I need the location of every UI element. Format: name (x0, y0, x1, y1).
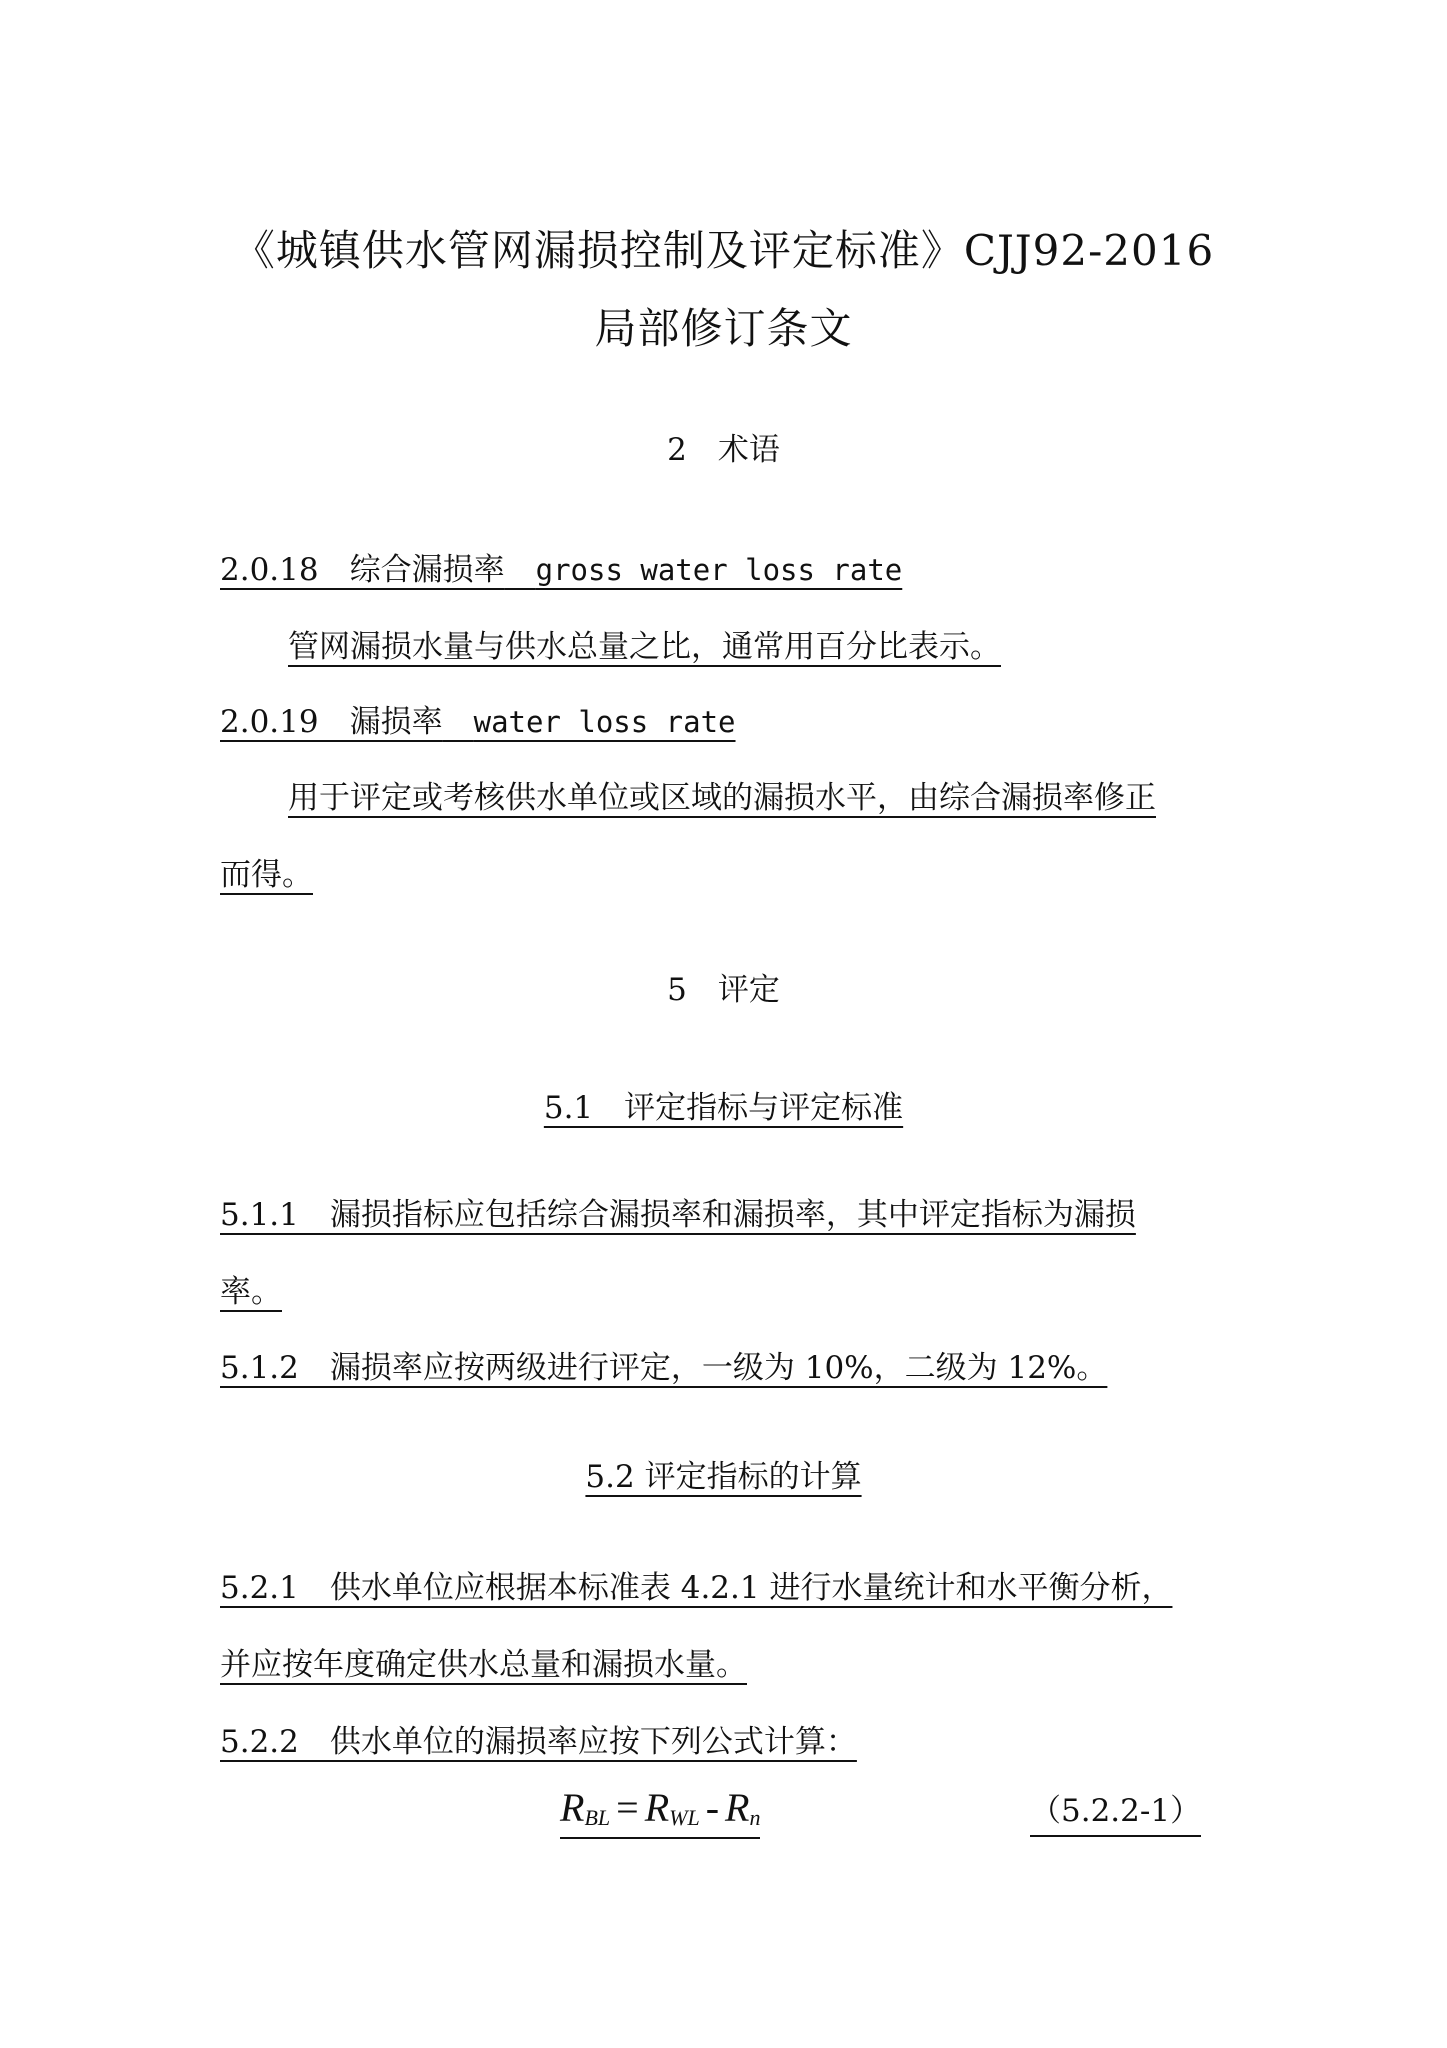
formula-equals: = (616, 1785, 639, 1830)
term-2019-definition-line1: 用于评定或考核供水单位或区域的漏损水平，由综合漏损率修正 (288, 780, 1156, 816)
formula-term2-subscript: n (749, 1805, 761, 1830)
formula-5-2-2-1 (560, 1785, 761, 1839)
formula-number: （5.2.2-1） (1030, 1796, 1201, 1837)
formula-term1: R (644, 1785, 670, 1830)
clause-5-1-1-line1: 5.1.1 漏损指标应包括综合漏损率和漏损率，其中评定指标为漏损 (220, 1197, 1136, 1233)
term-2019-definition-line2: 而得。 (220, 857, 313, 893)
clause-5-2-1-line1: 5.2.1 供水单位应根据本标准表 4.2.1 进行水量统计和水平衡分析， (220, 1570, 1173, 1606)
term-2019-english: water loss rate (473, 705, 736, 739)
subsection-heading-5-1-text: 5.1 评定指标与评定标准 (543, 1090, 904, 1126)
formula-term2: R (725, 1785, 750, 1830)
formula-lhs-subscript: BL (584, 1805, 611, 1830)
section-heading-terms: 2 术语 (667, 432, 780, 468)
subsection-heading-5-2 (0, 1459, 1447, 1495)
clause-5-2-1-line2: 并应按年度确定供水总量和漏损水量。 (220, 1647, 747, 1683)
formula-term1-subscript: WL (669, 1805, 700, 1830)
clause-5-2-2: 5.2.2 供水单位的漏损率应按下列公式计算： (220, 1724, 857, 1760)
term-2019-heading (220, 704, 736, 740)
document-title-line2: 局部修订条文 (594, 304, 853, 353)
clause-5-1-2: 5.1.2 漏损率应按两级进行评定，一级为 10%，二级为 12%。 (220, 1350, 1108, 1386)
clause-5-1-1-line2: 率。 (220, 1274, 282, 1310)
term-2018-heading (220, 552, 903, 588)
term-2019-label: 2.0.19 漏损率 (220, 704, 443, 740)
subsection-heading-5-2-text: 5.2 评定指标的计算 (585, 1459, 862, 1495)
formula-minus: - (705, 1785, 720, 1830)
formula-lhs: R (560, 1785, 585, 1830)
term-2018-label: 2.0.18 综合漏损率 (220, 552, 505, 588)
document-title-line1: 《城镇供水管网漏损控制及评定标准》CJJ92-2016 (232, 226, 1215, 275)
term-2018-definition: 管网漏损水量与供水总量之比，通常用百分比表示。 (288, 629, 1001, 665)
subsection-heading-5-1 (0, 1090, 1447, 1126)
term-2018-english: gross water loss rate (535, 553, 903, 587)
section-heading-evaluation: 5 评定 (667, 972, 780, 1008)
